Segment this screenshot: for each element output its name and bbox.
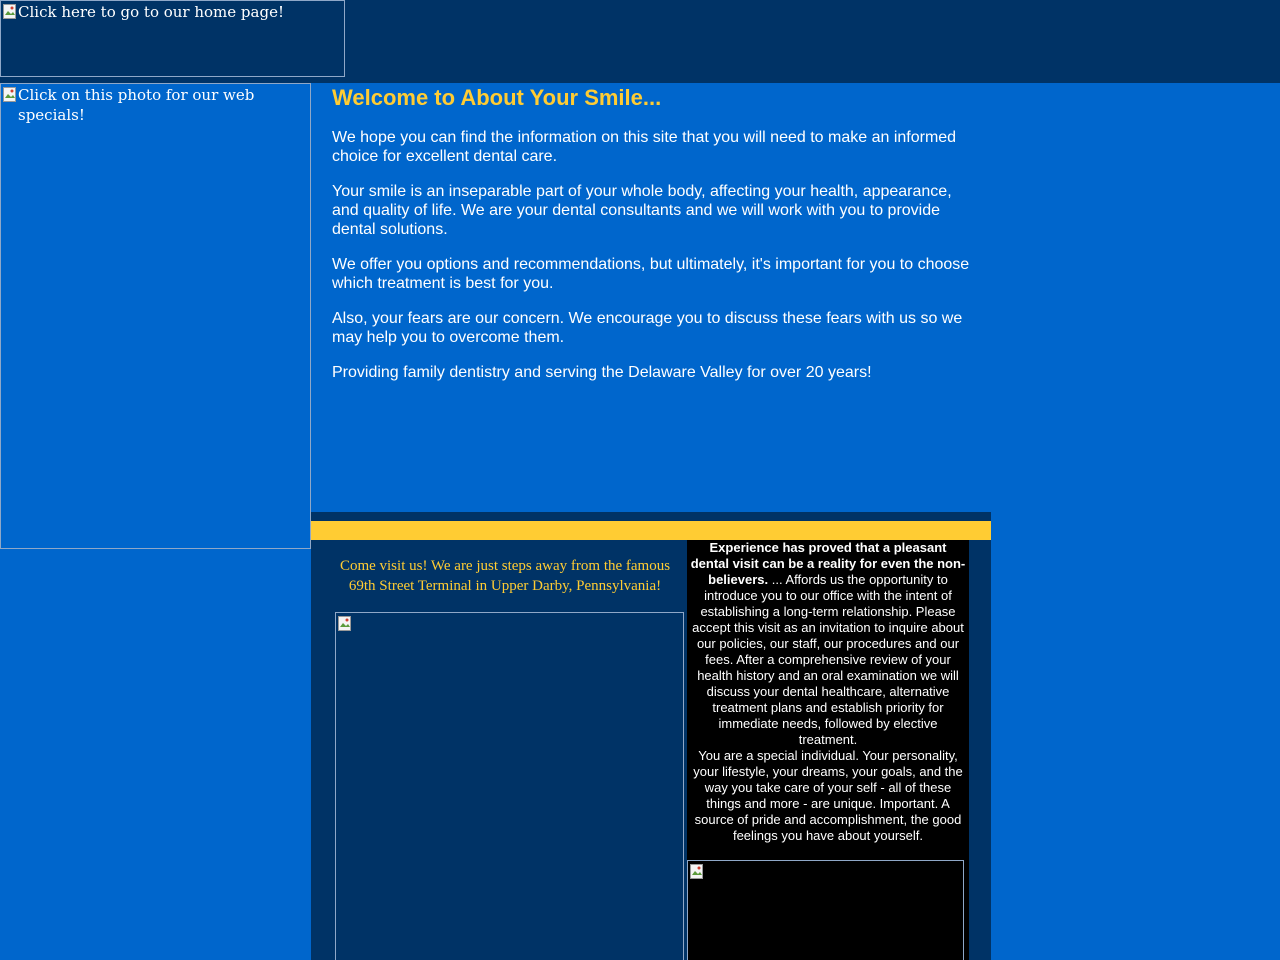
gold-divider	[311, 521, 991, 540]
welcome-paragraph: Your smile is an inseparable part of your whole body, affecting your health, appearance, and quality of life. We are your dental consultants and we will work with you to provide dental solutions.	[332, 183, 952, 238]
home-banner-image	[1, 1, 344, 22]
welcome-paragraph: Also, your fears are our concern. We encourage you to discuss these fears with us so we may help you to overcome them.	[332, 310, 963, 346]
lower-panel	[311, 512, 991, 960]
broken-image-icon	[3, 2, 17, 18]
top-banner	[0, 0, 1280, 83]
broken-image-icon	[3, 85, 17, 101]
welcome-paragraph: We hope you can find the information on this site that you will need to make an informed choice for excellent dental care.	[332, 129, 957, 165]
visit-line-1: Come visit us! We are just steps away from the famous	[339, 558, 671, 574]
web-specials-alt-text: Click on this photo for our web specials!	[18, 86, 255, 124]
welcome-paragraph: Providing family dentistry and serving the Delaware Valley for over 20 years!	[332, 364, 872, 381]
web-specials-link[interactable]	[0, 83, 311, 549]
home-link-alt-text: Click here to go to our home page!	[18, 3, 284, 21]
page-title: Welcome to About Your Smile...	[332, 85, 662, 110]
visit-us-text	[327, 556, 683, 596]
info-lead-bold: Experience has proved that a pleasant dental visit can be a reality for even the non-believers.	[690, 540, 966, 587]
welcome-section	[332, 84, 972, 398]
location-map-image	[335, 612, 684, 960]
info-paragraph-2: You are a special individual. Your personality, your lifestyle, your dreams, your goals, and the way you take care of your self - all of these things and more - are unique. Important. A source of pride and accomplishment, the good feelings you have about yourself.	[693, 748, 963, 843]
info-image	[687, 860, 964, 960]
home-page-link[interactable]	[0, 0, 345, 77]
broken-image-icon	[690, 862, 704, 878]
web-specials-image	[1, 84, 310, 125]
info-text	[689, 540, 967, 844]
info-lead-rest: ... Affords us the opportunity to introduce you to our office with the intent of establishing a long-term relationship. Please accept this visit as an invitation to inquire about our policies, our staff, our procedures and our fees. After a comprehensive review of your health history and an oral examination we will discuss your dental healthcare, alternative treatment plans and establish priority for immediate needs, followed by elective treatment.	[692, 572, 964, 747]
visit-line-2: 69th Street Terminal in Upper Darby, Pennsylvania!	[348, 578, 662, 594]
broken-image-icon	[338, 614, 352, 630]
info-paragraph-1	[689, 540, 967, 748]
welcome-paragraph: We offer you options and recommendations, but ultimately, it's important for you to choose which treatment is best for you.	[332, 256, 970, 292]
info-box	[687, 540, 969, 960]
